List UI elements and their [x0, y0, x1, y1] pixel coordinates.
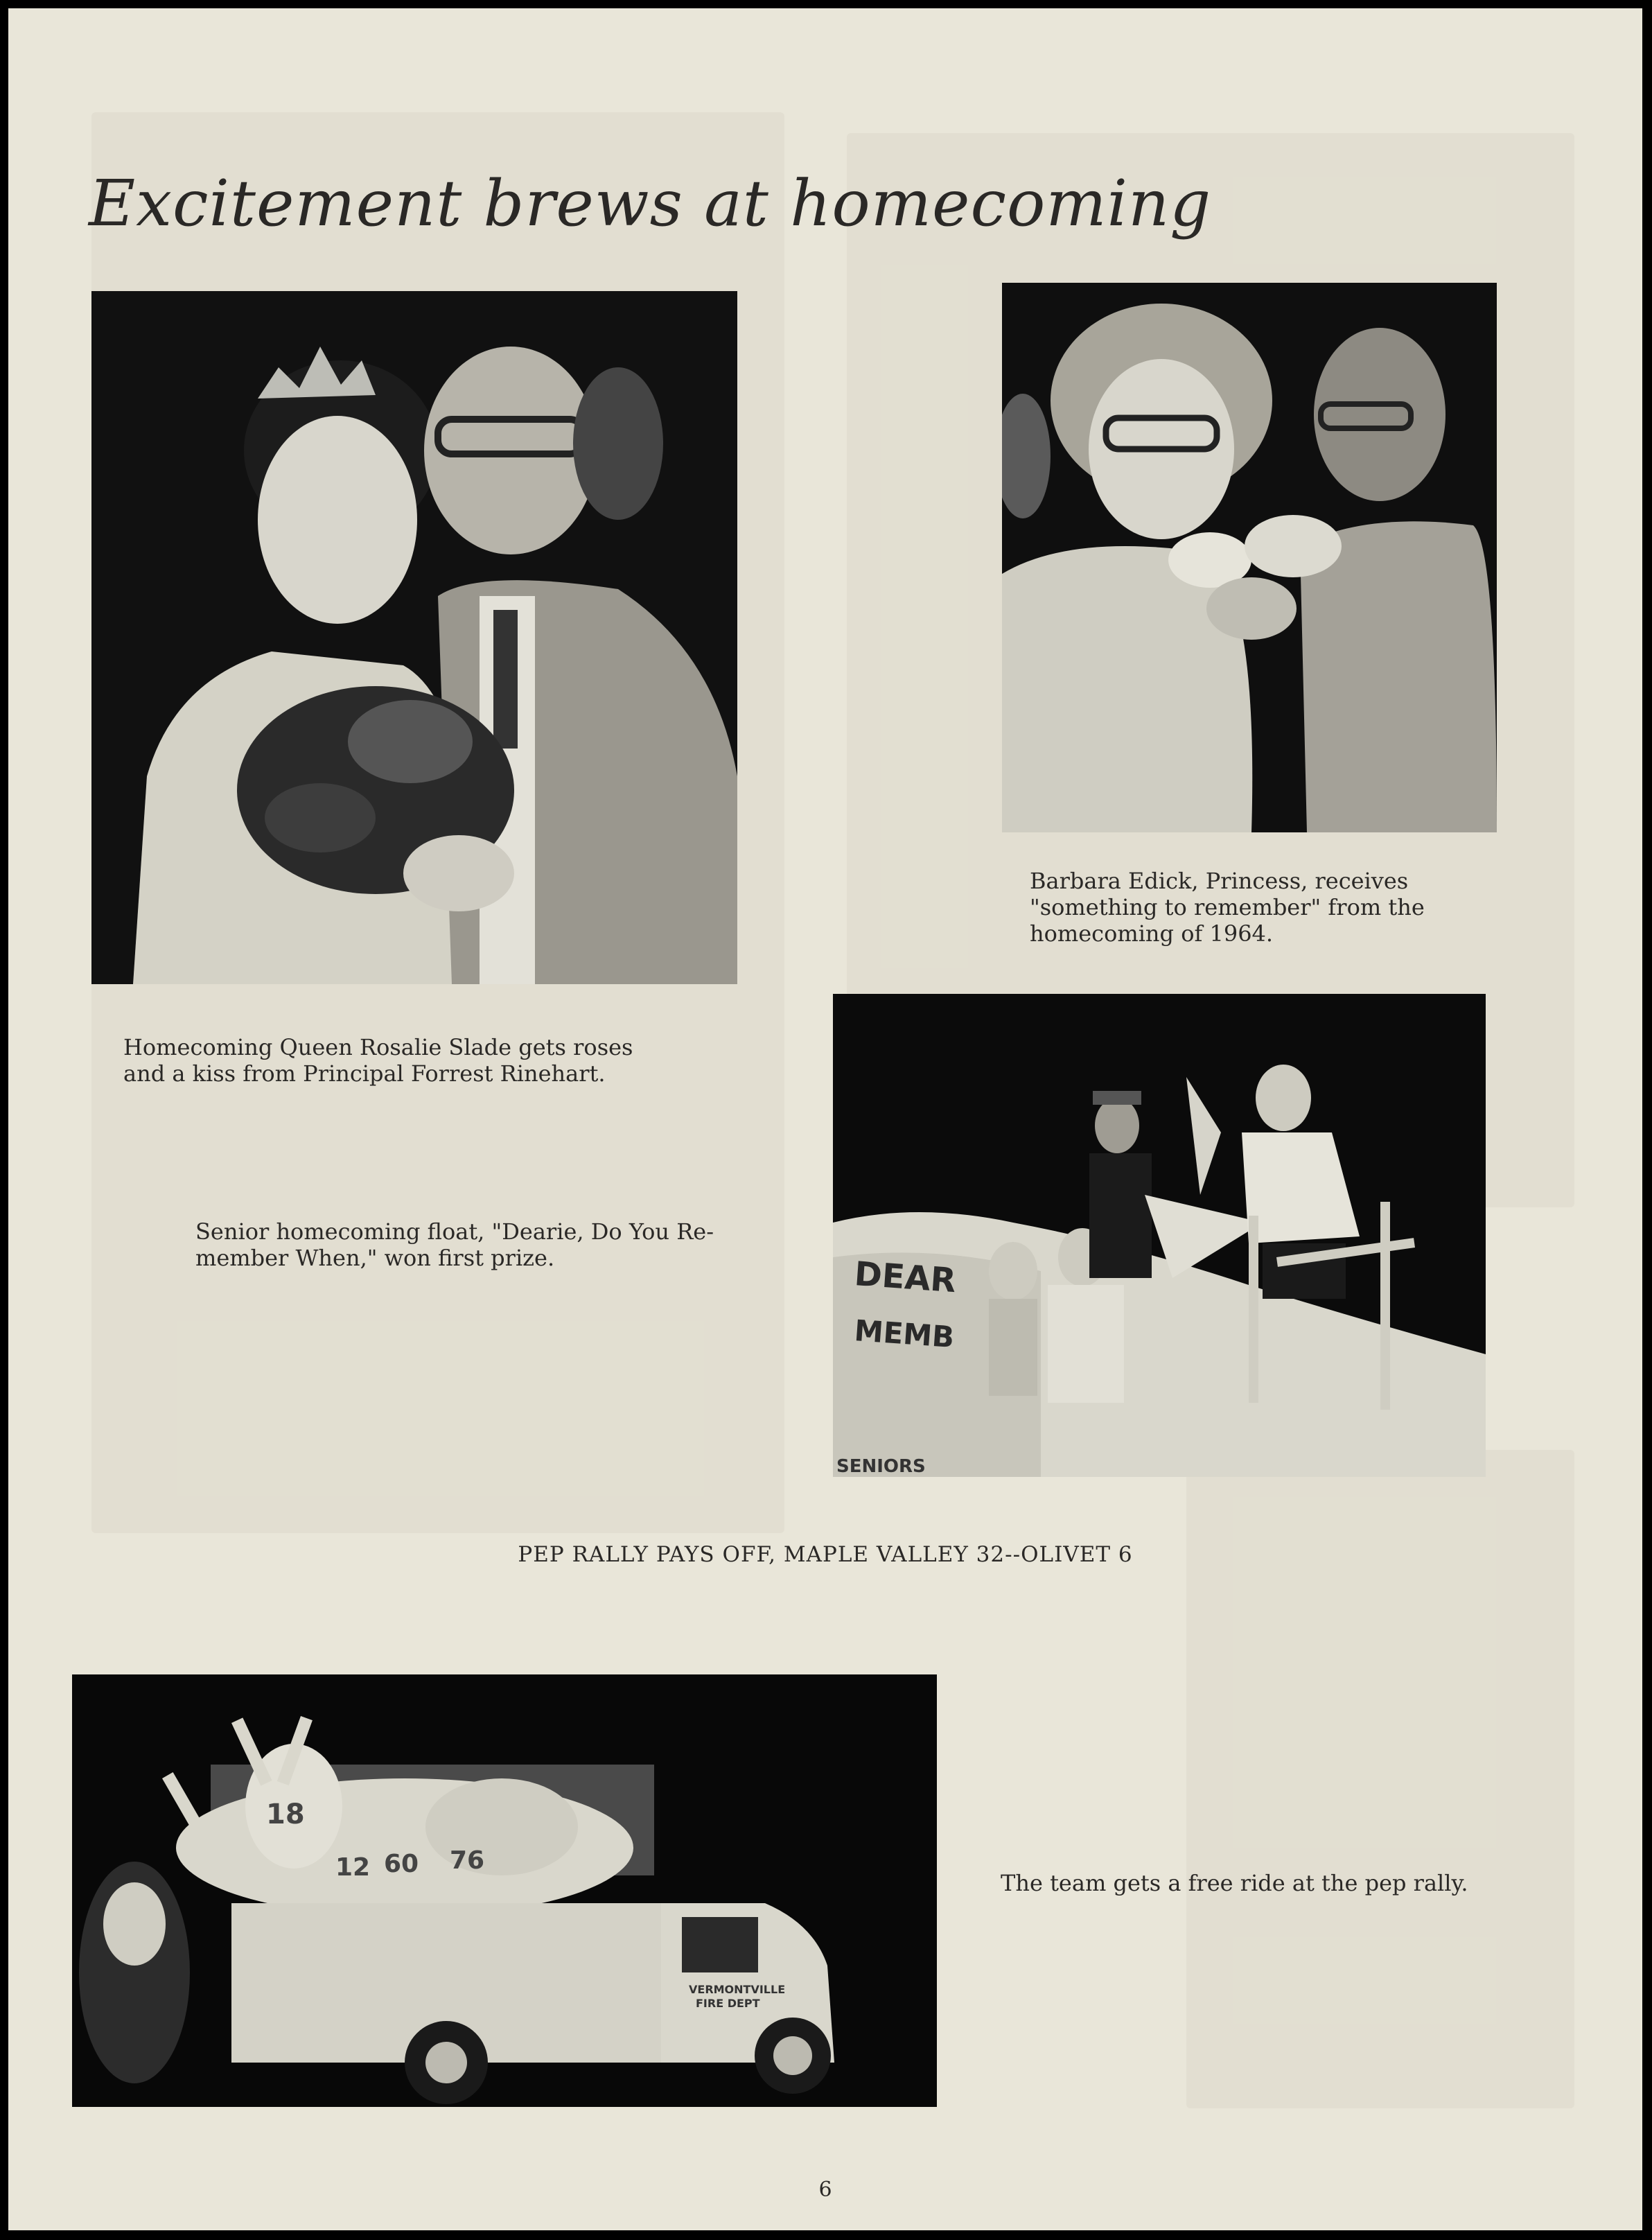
queen-kiss-photo — [91, 291, 737, 984]
svg-text:FIRE DEPT: FIRE DEPT — [696, 1997, 760, 2010]
princess-caption-line: "something to remember" from the — [1030, 894, 1425, 920]
svg-text:12: 12 — [335, 1853, 371, 1882]
princess-caption — [1030, 868, 1425, 947]
pep-rally-fire-truck-photo — [72, 1674, 937, 2107]
svg-text:76: 76 — [450, 1846, 485, 1875]
page-title: Excitement brews at homecoming — [89, 166, 1212, 240]
senior-float-photo — [833, 994, 1486, 1477]
queen-caption — [123, 1034, 633, 1087]
float-caption-line: Senior homecoming float, "Dearie, Do You Re- — [195, 1218, 714, 1245]
svg-text:VERMONTVILLE: VERMONTVILLE — [689, 1983, 786, 1996]
yearbook-page — [8, 8, 1642, 2230]
queen-caption-line: Homecoming Queen Rosalie Slade gets roses — [123, 1034, 633, 1060]
float-caption-line: member When," won first prize. — [195, 1245, 555, 1271]
pep-rally-caption: The team gets a free ride at the pep rally. — [1001, 1870, 1468, 1896]
queen-caption-line: and a kiss from Principal Forrest Rinehart. — [123, 1060, 606, 1087]
svg-text:SENIORS: SENIORS — [836, 1456, 926, 1477]
pep-rally-headline: PEP RALLY PAYS OFF, MAPLE VALLEY 32--OLIVET 6 — [518, 1542, 1133, 1567]
svg-text:18: 18 — [266, 1799, 305, 1830]
page-number: 6 — [818, 2178, 832, 2202]
svg-text:MEMB: MEMB — [853, 1313, 956, 1355]
princess-photo — [1002, 283, 1497, 832]
princess-caption-line: homecoming of 1964. — [1030, 920, 1274, 947]
princess-caption-line: Barbara Edick, Princess, receives — [1030, 868, 1409, 894]
svg-text:DEAR: DEAR — [853, 1254, 958, 1301]
svg-text:60: 60 — [384, 1850, 419, 1878]
float-caption — [195, 1218, 714, 1271]
